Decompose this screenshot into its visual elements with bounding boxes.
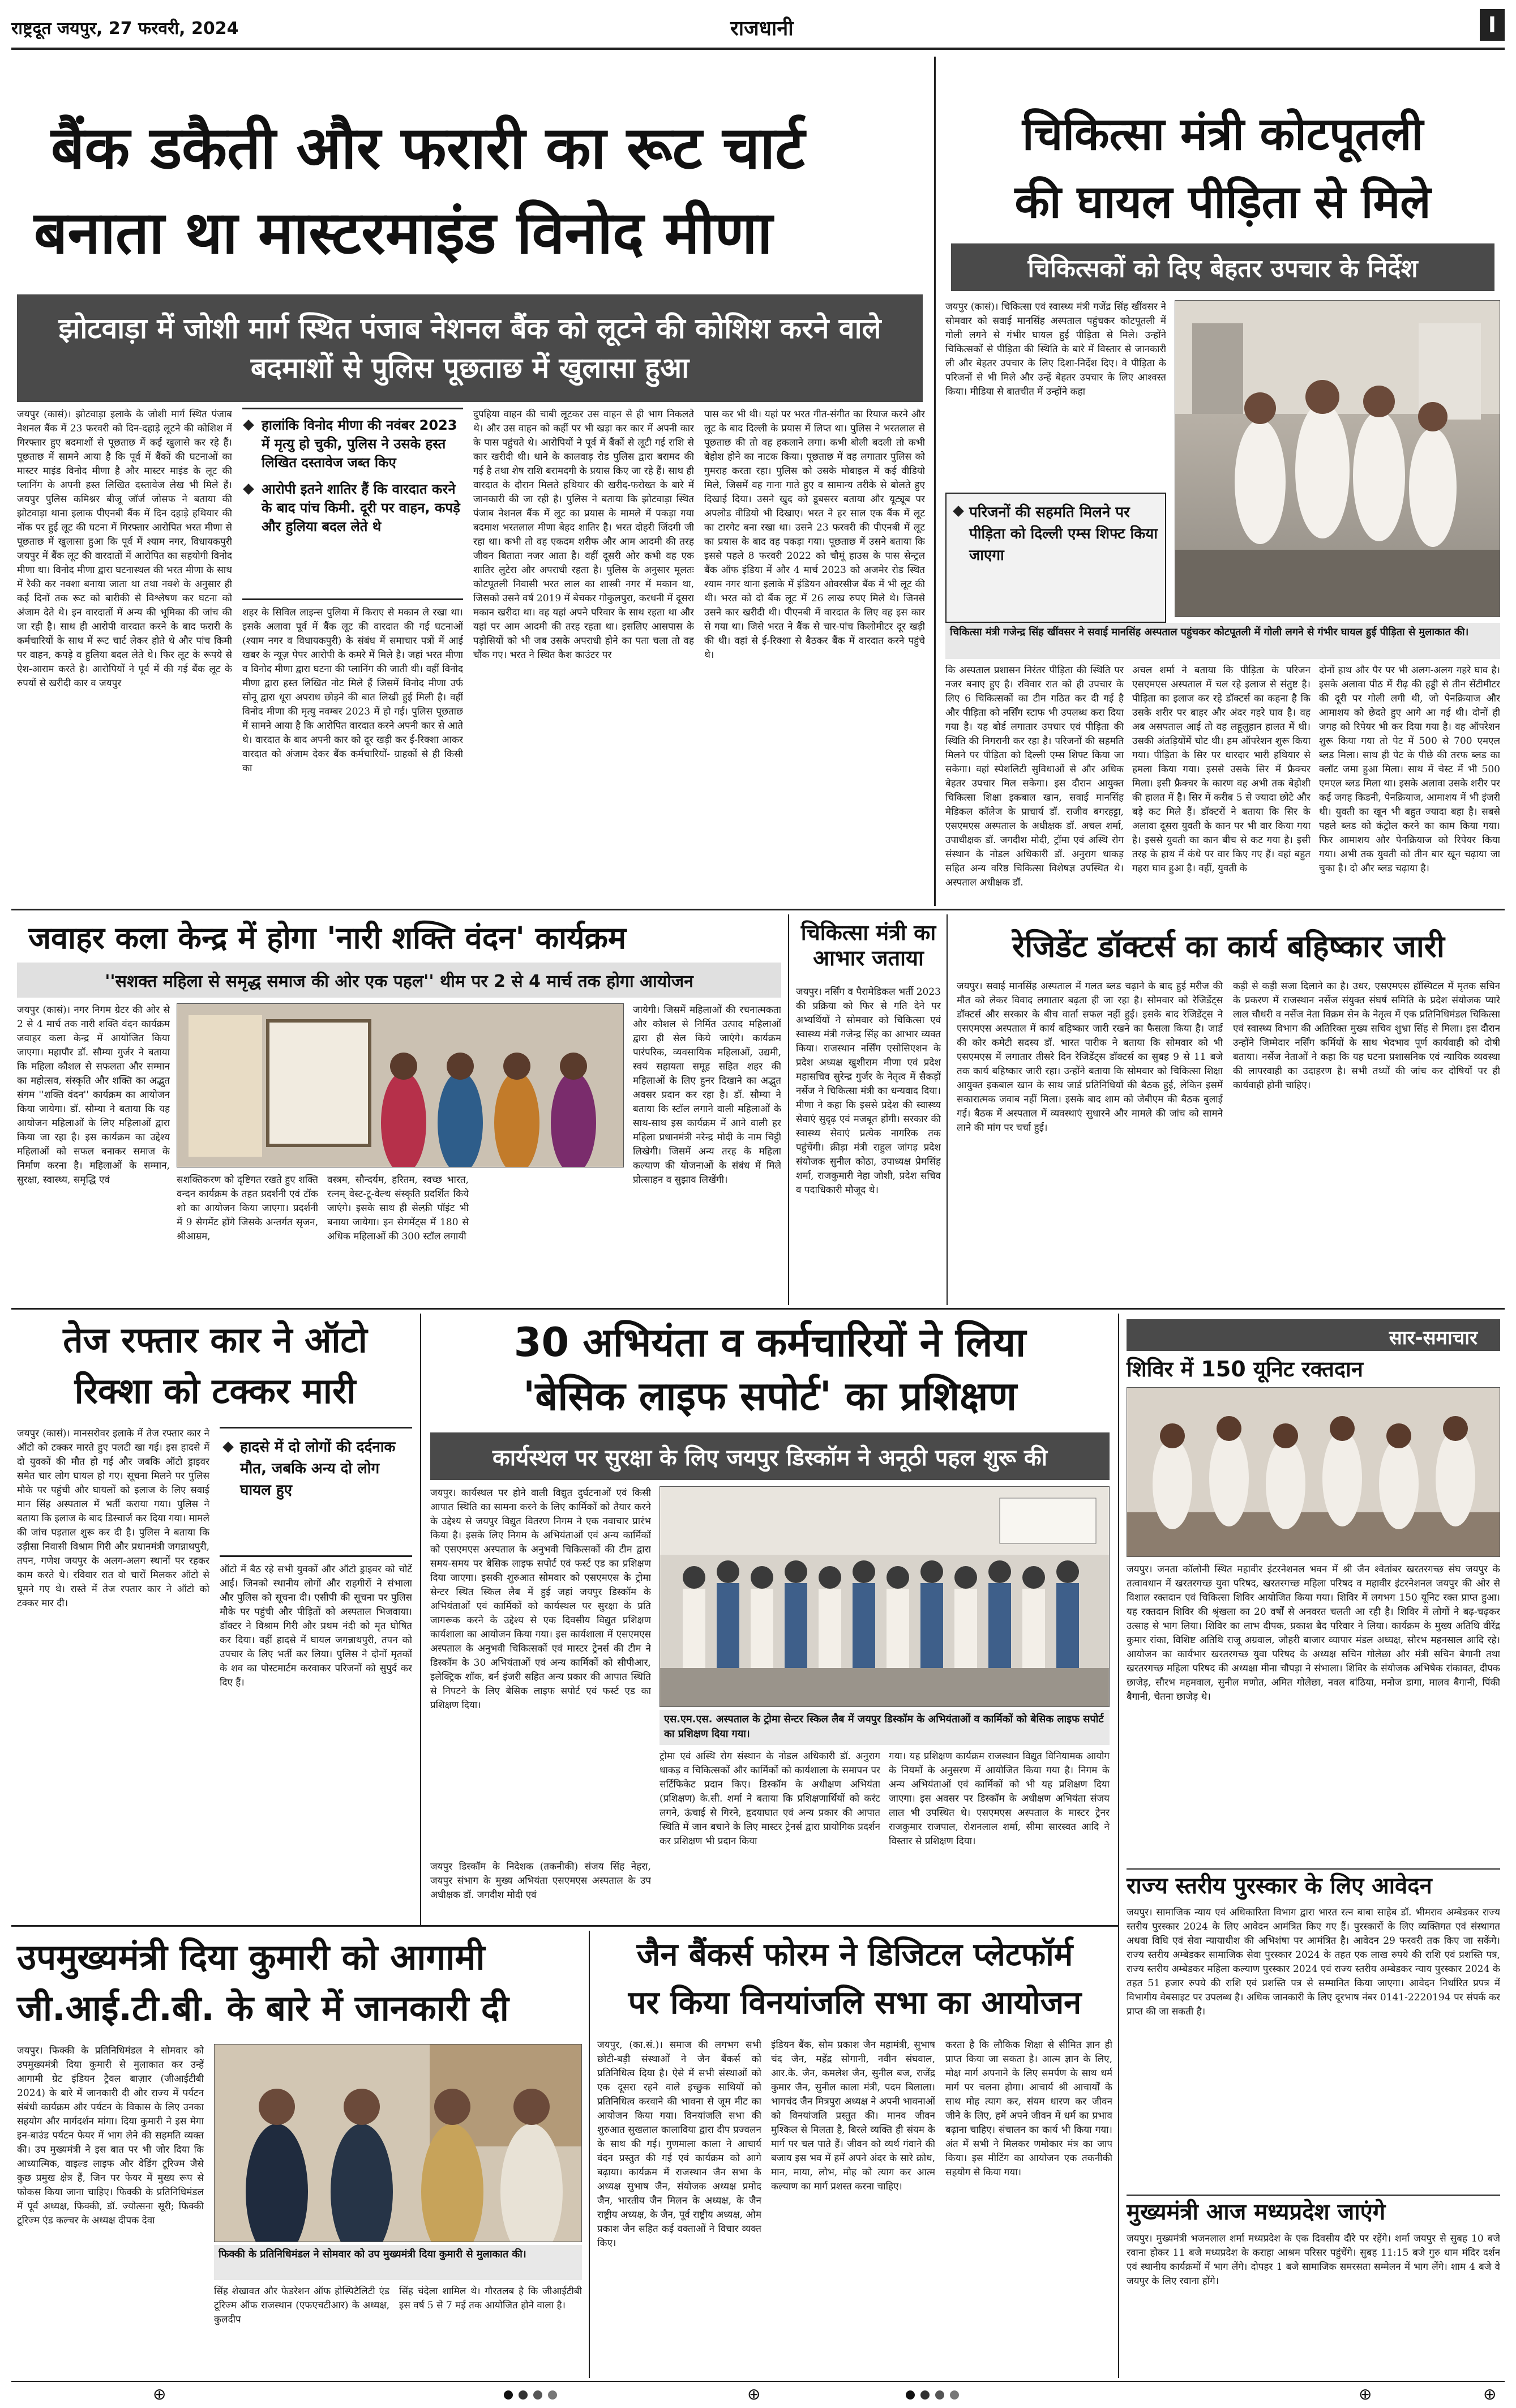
- page-header: [11, 6, 1505, 50]
- women-group-image: [177, 1004, 624, 1167]
- resident-headline: रेजिडेंट डॉक्टर्स का कार्य बहिष्कार जारी: [1012, 929, 1445, 964]
- lead-col-3: दुपहिया वाहन की चाबी लूटकर उस वाहन से ही भाग निकलते थे। और उस वाहन को कहीं पर भी खड़ा कर कार में अपनी कार के पास पहुंचते थे। आरोपियों ने पूर्व में बैंकों से लूटी गई राशि से कार खरीदी थी। थाने के कालवाड़ रोड पुलिस द्वारा बरामद की गई है तथा शेष राशि बरामदगी के प्रयास किए जा रहे हैं। साथ ही वारदात के दौरान मिलते हथियार की खरीद-फरोख्त के बारे में जानकारी की जा रही है। पुलिस ने बताया कि झोटवाड़ा स्थित पंजाब नेशनल बैंक में लूट का प्रयास के मामले में पकड़ा गया बदमाश भरतलाल मीणा बेहद शातिर है। भरत दोहरी जिंदगी जी रहा था। कभी तो वह एकदम शरीफ और आम आदमी की तरह जीवन बिताता नजर आता है। वहीं दूसरी ओर कभी वह एक शातिर लुटेरा और अपराधी रहता है। पुलिस के अनुसार मूलतः कोटपूतली निवासी भरत लाल का शास्त्री नगर में मकान था, जिसको उसने वर्ष 2019 में बेचकर गोकुलपुरा, करधनी में दूसरा मकान खरीदा था। वह यहां अपने परिवार के साथ रहता था और यहां पर आम आदमी की तरह रहता था। इसलिए आसपास के पड़ोसियों को भी जब उसके अपराधी होने का पता चला तो वह चौंक गए। भरत ने स्थित कैश काउंटर पर: [473, 409, 694, 661]
- jain-headline-2: पर किया विनयांजलि सभा का आयोजन: [628, 1984, 1082, 2021]
- discom-deck: कार्यस्थल पर सुरक्षा के लिए जयपुर डिस्कॉम ने अनूठी पहल शुरू की: [430, 1432, 1110, 1480]
- jkk-col-2: सशक्तिकरण को दृष्टिगत रखते हुए शक्ति वन्दन कार्यक्रम के तहत प्रदर्शनी एवं टॉक शो का आयोजन किया जाएगा। प्रदर्शनी में 9 सेगमेंट होंगे जिसके अन्तर्गत सृजन, श्रीआम्रम,: [177, 1174, 318, 1242]
- color-dots: [504, 2390, 557, 2400]
- lead-col-2: शहर के सिविल लाइन्स पुलिया में किराए से मकान ले रखा था। इसके अलावा पूर्व में बैंक लूट की वारदात की गई घटनाओं (श्याम नगर व विधायकपुरी) के संबंध में समाचार पत्रों में आई खबर के न्यूज़ पेपर आरोपी के कमरे में मिले है। जहां भरत मीणा व विनोद मीणा द्वारा घटना की प्लानिंग की जाती थी। वहीं विनोद मीणा द्वारा हस्त लिखित नोट मिले हैं जिसमें विनोद मीणा उर्फ सोनू द्वारा धूरा अपराध छोड़ने की बात लिखी हुई मिली है। वहीं विनोद मीणा की मृत्यु नवम्बर 2023 में हो गई। पुलिस पूछताछ में सामने आया है कि आरोपित वारदात करने अपनी कार से आते थे। वारदात के बाद अपनी कार को दूर खड़ी कर ई-रिक्शा आकर वारदात को अंजाम देकर बैंक कर्मचारियों- ग्राहकों से ही किसी का: [242, 607, 463, 774]
- jkk-col-4: जायेगी। जिसमें महिलाओं की रचनात्मकता और कौशल से निर्मित उत्पाद महिलाओं द्वारा ही सेल किये जाएंगे। कार्यक्रम पारंपरिक, व्यवसायिक महिलाओं, उद्यमी, स्वयं सहायता समूह सहित शहर की महिलाओं के लिए हुनर दिखाने का अद्भुत अवसर प्रदान कर रहा है। डॉ. सौम्या ने बताया कि स्टॉल लगाने वाली महिलाओं के साथ-साथ इस कार्यक्रम में आने वाली हर महिला प्रधानमंत्री नरेन्द्र मोदी के नाम चिट्ठी लिखेगी। जिसमें अन्य तरह के महिला कल्याण की योजनाओं के संबंध में मिले प्रोत्साहन व सुझाव लिखेंगी।: [633, 1004, 781, 1186]
- health-photo: [1175, 300, 1500, 617]
- bullet-icon: [243, 484, 254, 495]
- thanks-headline: चिकित्सा मंत्री का आभार जताया: [800, 920, 936, 970]
- discom-headline-1: 30 अभियंता व कर्मचारियों ने लिया: [513, 1319, 1026, 1366]
- health-box: [945, 493, 1166, 623]
- health-lead-text: जयपुर (कासं)। चिकित्सा एवं स्वास्थ्य मंत्री गजेंद्र सिंह खींवसर ने सोमवार को सवाई मानसिंह अस्पताल पहुंचकर कोटपूतली में गोली लगने से गंभीर घायल हुई पीड़िता से मिले। उन्होंने चिकित्सकों से पीड़िता की स्थिति के बारे में विस्तार से जानकारी ली और बेहतर उपचार के लिए दिशा-निर्देश दिए। वे पीड़िता के परिजनों से भी मिले और उन्हें बेहतर उपचार के लिए आश्वस्त किया। मीडिया से बातचीत में उन्होंने कहा: [945, 301, 1166, 397]
- award-headline: राज्य स्तरीय पुरस्कार के लिए आवेदन: [1127, 1873, 1432, 1899]
- jain-col-3: करता है कि लौकिक शिक्षा से सीमित ज्ञान ही प्राप्त किया जा सकता है। आत्म ज्ञान के लिए, मोक्ष मार्ग अपनाने के लिए समर्पण के साथ धर्म मार्ग पर चलना होगा। आचार्य श्री आचार्यों के साथ मोह त्याग कर, संयम धारण कर जीवन जीने के लिए, हमें अपने जीवन में धर्म का प्रभाव बढ़ाना चाहिए। संचालन का कार्य भी किया गया। अंत में सभी ने मिलकर णमोकार मंत्र का जाप किया। इस मीटिंग का आयोजन एक तकनीकी सहयोग से किया गया।: [945, 2039, 1112, 2178]
- jain-headline-1: जैन बैंकर्स फोरम ने डिजिटल प्लेटफॉर्म: [636, 1936, 1073, 1973]
- discom-col-1: जयपुर। कार्यस्थल पर होने वाली विद्युत दुर्घटनाओं एवं किसी आपात स्थिति का सामना करने के लिए कार्मिकों को तैयार करने के उद्देश्य से जयपुर विद्युत वितरण निगम ने एक नवाचार प्रारंभ किया है। इसके लिए निगम के अभियंताओं एवं अन्य कार्मिकों को एसएमएस अस्पताल के अनुभवी चिकित्सकों की टीम द्वारा समय-समय पर बेसिक लाइफ सपोर्ट एवं फर्स्ट एड का प्रशिक्षण दिया जाएगा। इसकी शुरुआत सोमवार को एसएमएस के ट्रोमा सेन्टर स्थित स्किल लैब में हुई जहां जयपुर डिस्कॉम के अभियंताओं एवं कार्मिकों को कार्यस्थल पर सुरक्षा के प्रति जागरूक करने के उद्देश्य से एक दिवसीय विद्युत प्रशिक्षण कार्यशाला का आयोजन किया गया। इस कार्यशाला में एसएमएस अस्पताल के अनुभवी चिकित्सकों एवं मास्टर ट्रेनर्स की टीम ने डिस्कॉम के 30 अभियंताओं एवं अन्य कार्मिकों को सीपीआर, इलेक्ट्रिक शॉक, बर्न इंजरी सहित अन्य प्रकार की आपात स्थिति से निपटने के लिए बेसिक लाइफ सपोर्ट एवं फर्स्ट एड का प्रशिक्षण दिया।: [430, 1487, 651, 1711]
- divider: [1118, 1314, 1119, 2378]
- blood-camp-image: [1127, 1388, 1500, 1557]
- divider: [420, 1314, 421, 1925]
- sar-label: सार-समाचार: [1127, 1319, 1500, 1351]
- diya-photo-caption: फिक्की के प्रतिनिधिमंडल ने सोमवार को उप मुख्यमंत्री दिया कुमारी से मुलाकात की।: [214, 2245, 582, 2280]
- color-dots: [906, 2390, 959, 2400]
- divider: [788, 914, 789, 1305]
- jkk-col-1: जयपुर (कासं)। नगर निगम ग्रेटर की ओर से 2 से 4 मार्च तक नारी शक्ति वंदन कार्यक्रम जवाहर कला केन्द्र में आयोजित किया जाएगा। महापौर डॉ. सौम्या गुर्जर ने बताया कि महिला कौशल से सफलता और सम्मान का महोत्सव, संस्कृति और शक्ति का अद्भुत संगम ''शक्ति वंदन'' कार्यक्रम का आयोजन किया जायेगा। डॉ. सौम्या ने बताया कि यह आयोजन महिलाओं के लिए महिलाओं द्वारा किया जा रहा है। इस कार्यक्रम का उद्देश्य महिलाओं को सफल बनाकर समाज के निर्माण करना है। महिलाओं के सम्मान, सुरक्षा, स्वास्थ्य, समृद्धि एवं: [17, 1004, 170, 1186]
- health-headline-1: चिकित्सा मंत्री कोटपूतली: [1022, 108, 1424, 160]
- page-footer: [11, 2385, 1505, 2405]
- jkk-deck: ''सशक्त महिला से समृद्ध समाज की ओर एक पहल'' थीम पर 2 से 4 मार्च तक होगा आयोजन: [17, 963, 781, 998]
- divider: [11, 1925, 1118, 1927]
- diya-col-3: सिंह चंदेला शामिल थे। गौरतलब है कि जीआईटीबी इस वर्ष 5 से 7 मई तक आयोजित होने वाला है।: [399, 2286, 582, 2311]
- divider: [1127, 2195, 1500, 2196]
- diya-col-2: सिंह शेखावत और फेडरेशन ऑफ होस्पिटैलिटी एंड टूरिज्म ऑफ राजस्थान (एफएचटीआर) के अध्यक्ष, कुलदीप: [214, 2286, 389, 2325]
- lead-deck: झोटवाड़ा में जोशी मार्ग स्थित पंजाब नेशनल बैंक को लूटने की कोशिश करने वाले बदमाशों से पुलिस पूछताछ में खुलासा हुआ: [17, 294, 923, 402]
- pull-item: हालांकि विनोद मीणा की नवंबर 2023 में मृत्यु हो चुकी, पुलिस ने उसके हस्त लिखित दस्तावेज जब्त किए: [245, 416, 461, 472]
- cm-headline: मुख्यमंत्री आज मध्यप्रदेश जाएंगे: [1127, 2199, 1386, 2225]
- jkk-col-3: वस्त्रम, सौन्दर्यम, हरितम, स्वच्छ भारत, रत्नम् वेस्ट-टू-वेल्थ संस्कृति प्रदर्शित किये जाएंगे। इसके साथ ही सेल्फ़ी पॉइंट भी बनाया जायेगा। इन सेगमेंट्स में 180 से अधिक महिलाओं की 300 स्टॉल लगायी: [327, 1174, 469, 1242]
- auto-headline-1: तेज रफ्तार कार ने ऑटो: [63, 1319, 367, 1361]
- resident-col-2: कड़ी से कड़ी सजा दिलाने का है। उधर, एसएमएस हॉस्पिटल में मृतक सचिन के प्रकरण में राजस्थान नर्सेज संयुक्त संघर्ष समिति के प्रदेश संयोजक प्यारे लाल चौधरी व नर्सेज नेता विक्रम सेन के नेतृत्व में एक प्रतिनिधिमंडल चिकित्सा एवं स्वास्थ्य विभाग की अतिरिक्त मुख्य सचिव शुभ्रा सिंह से मिला। इस दौरान उन्होंने जिम्मेदार नर्सिंग कर्मियों के साथ भेदभाव पूर्ण कार्यवाही को दोषी बताया। नर्सेज नेताओं ने कहा कि यह घटना प्रशासनिक एवं न्यायिक व्यवस्था की लापरवाही का उदाहरण है। सभी तथ्यों की जांच कर दोषियों पर ही कार्यवाही होनी चाहिए।: [1233, 981, 1500, 1091]
- auto-col-2: ऑटो में बैठ रहे सभी युवकों और ऑटो ड्राइवर को चोटें आई। जिनको स्थानीय लोगों और राहगीरों ने संभाला और पुलिस को सूचना दी। एसीपी की सूचना पर पुलिस मौके पर पहुंची और पीड़ितों को अस्पताल भिजवाया। डॉक्टर ने विश्राम गिरी और प्रथम नंदी को मृत घोषित कर दिया। वहीं हादसे में घायल जगन्नाथपुरी, तपन को उपचार के लिए भर्ती कर लिया। पुलिस ने दोनों मृतकों के शव का पोस्टमार्टम करवाकर परिजनों को सुपुर्द कर दिए हैं।: [220, 1564, 412, 1688]
- jain-col-2: इंडियन बैंक, सोम प्रकाश जैन महामंत्री, सुभाष चंद जैन, महेंद्र सोगानी, नवीन संघवाल, आर.के. जैन, कमलेश जैन, सुनील बज, राजेंद्र कुमार जैन, सुनील काला मंत्री, पदम बिलाला। भागचंद जैन मित्रपुरा अध्यक्ष ने अपनी भावनाओं को विनयांजलि प्रस्तुत की। मानव जीवन मुश्किल से मिलता है, बिरले व्यक्ति ही संयम के मार्ग पर चल पाते हैं। जीवन को व्यर्थ गंवाने की बजाय इस भव में हमें अपने अंदर के सारे क्रोध, मान, माया, लोभ, मोह को त्याग कर आत्म कल्याण का मार्ग प्रशस्त करना चाहिए।: [771, 2039, 935, 2192]
- bullet-icon: [243, 420, 254, 431]
- lead-col-4: पास कर भी थी। यहां पर भरत गीत-संगीत का रियाज करने और लूट के बाद दिल्ली के प्रयास में लिप्त था। पुलिस ने भरतलाल से पूछताछ की तो वह हकलाने लगा। कभी बोली बदली तो कभी बेहोश होने का नाटक किया। पूछताछ में वह लगातार पुलिस को गुमराह करता रहा। पुलिस को उसके मोबाइल में कई वीडियो मिले, जिसमें वह गाना गाते हुए व सामान्य तरीके से बोलते हुए दिखाई दिया। उसने खुद को डूबसरर बताया और यूट्यूब पर अपलोड वीडियो भी दिखाए। भरत ने हर साल एक बैंक में लूट का टारगेट बना रखा था। उसने 23 फरवरी की पीएनबी में लूट का प्रयास के बाद वह पकड़ा गया। पूछताछ में उसने बताया कि इससे पहले 8 फरवरी 2022 को चौमूं हाउस के पास सेन्ट्रल बैंक ऑफ इंडिया में और 4 मार्च 2023 को अजमेर रोड स्थित श्याम नगर थाना इलाके में इंडियन ओवरसीज बैंक में भी लूट की थी। भरत को दो बैंक लूट में 26 लाख रुपए मिले थे। जिनसे उसने कार खरीदी थी। पीएनबी में वारदात के लिए वह इस कार से गया था। जिसे भरत ने बैंक से चार-पांच किलोमीटर दूर खड़ी की थी। वहां से ई-रिक्शा से बैठकर बैंक में वारदात करने पहुंचे थे।: [704, 409, 925, 661]
- divider: [1127, 1868, 1500, 1870]
- diya-photo: [214, 2044, 582, 2242]
- blood-text: जयपुर। जनता कॉलोनी स्थित महावीर इंटरनेशनल भवन में श्री जैन श्वेतांबर खरतरगच्छ संघ जयपुर के तत्वावधान में खरतरगच्छ युवा परिषद, खरतरगच्छ महिला परिषद व महावीर इंटरनेशनल जयपुर की ओर से विशाल रक्तदान एवं चिकित्सा शिविर आयोजित किया गया। शिविर में लगभग 150 यूनिट रक्त प्राप्त हुआ। यह रक्तदान शिविर की श्रृंखला का 20 वर्षों से अनवरत चलती आ रही है। शिविर में लोगों ने बढ़-चढ़कर उत्साह से भाग लिया। शिविर का लाभ दीपक, प्रकाश बैद परिवार ने लिया। कार्यक्रम के मुख्य अतिथि वीरेंद्र कुमार रांका, विशिष्ट अतिथि राजू अग्रवाल, जौहरी बाजार व्यापार मंडल अध्यक्ष, सौरभ महनसाल आदि रहे। आयोजन का कार्यभार खरतरगच्छ युवा परिषद के अध्यक्ष सचिन गोलेछा और मंत्री सचिन बेगानी तथा खरतरगच्छ महिला परिषद की अध्यक्षा मीना चौपड़ा ने संभाला। शिविर के संयोजक अभिषेक रांकावत, दीपक छाजेड़, सौरभ महमवाल, सुनील मणोत, अमित गोलेछा, नवल बांठिया, मनोज डागा, मालव बैगानी, पिंकी बैगानी, चेतना छाजेड़ थे।: [1127, 1564, 1500, 1703]
- blood-photo: [1127, 1387, 1500, 1557]
- discom-headline-2: 'बेसिक लाइफ सपोर्ट' का प्रशिक्षण: [523, 1373, 1017, 1419]
- resident-col-1: जयपुर। सवाई मानसिंह अस्पताल में गलत ब्लड चढ़ाने के बाद हुई मरीज की मौत को लेकर विवाद लगातार बढ़ता ही जा रहा है। सोमवार को रेजिडेंट्स डॉक्टर्स और सरकार के बीच वार्ता सफल नहीं हुई। इसके बाद रेजिडेंट्स ने एसएमएस अस्पताल में कार्य बहिष्कार जारी रखने का फैसला किया है। जार्ड की कोर कमेटी सदस्य डॉ. भारत पारीक ने बताया कि सोमवार को भी एसएमएस में लगातार तीसरे दिन रेजिडेंट्स डॉक्टर्स का सुबह 9 से 11 बजे तक कार्य बहिष्कार जारी रहा। उन्होंने बताया कि सोमवार को चिकित्सा शिक्षा आयुक्त इकबाल खान के साथ जार्ड प्रतिनिधियों की बैठक हुई, लेकिन इसमें सकारात्मक जवाब नहीं मिला। इसके बाद शाम को जेबीएम की बैठक बुलाई गई। बैठक में अस्पताल में व्यवस्थाएं सुधारने और मामले की जांच को सामने लाने की मांग पर चर्चा हुई।: [957, 981, 1223, 1134]
- registration-mark-icon: ⊕: [153, 2385, 166, 2403]
- lead-pullbox: [242, 408, 463, 600]
- bullet-icon: [953, 506, 964, 517]
- registration-mark-icon: ⊕: [747, 2385, 761, 2403]
- discom-col-4: गया। यह प्रशिक्षण कार्यक्रम राजस्थान विद्युत विनियामक आयोग के नियमों के अनुसरण में आयोजित किया गया है। निगम के अन्य अभियंताओं एवं कार्मिकों को भी यह प्रशिक्षण दिया जाएगा। इस अवसर पर डिस्कॉम के अधीक्षण अभियंता संजय लाल भी उपस्थित थे। एसएमएस अस्पताल के मास्टर ट्रेनर राजकुमार राजपाल, रोशनलाल शर्मा, सीमा सारस्वत आदि ने विस्तार से प्रशिक्षण दिया।: [889, 1751, 1110, 1847]
- jkk-photo: [177, 1003, 624, 1167]
- header-section: राजधानी: [730, 17, 794, 40]
- health-photo-caption: चिकित्सा मंत्री गजेन्द्र सिंह खींवसर ने सवाई मानसिंह अस्पताल पहुंचकर कोटपूतली में गोली लगने से गंभीर घायल हुई पीड़िता से मुलाकात की।: [945, 623, 1500, 659]
- hospital-scene-image: [1175, 301, 1500, 617]
- cm-text: जयपुर। मुख्यमंत्री भजनलाल शर्मा मध्यप्रदेश के एक दिवसीय दौरे पर रहेंगे। शर्मा जयपुर से सुबह 10 बजे रवाना होकर 11 बजे मध्यप्रदेश के कराहा आश्रम परिसर पहुंचेंगे। सुबह 11:15 बजे गुरु धाम मंदिर दर्शन एवं स्थानीय कार्यक्रमों में भाग लेंगे। दोपहर 1 बजे सामाजिक समरसता सम्मेलन में भाग लेंगे। शाम 4 बजे वे जयपुर के लिए रवाना होंगे।: [1127, 2233, 1500, 2287]
- diya-headline-1: उपमुख्यमंत्री दिया कुमारी को आगामी: [17, 1936, 485, 1978]
- discom-photo: [659, 1486, 1110, 1707]
- divider: [947, 914, 948, 1305]
- divider: [934, 57, 936, 906]
- auto-box-text: हादसे में दो लोगों की दर्दनाक मौत, जबकि अन्य दो लोग घायल हुए: [240, 1439, 396, 1499]
- pull-item: आरोपी इतने शातिर हैं कि वारदात करने के बाद पांच किमी. दूरी पर वाहन, कपड़े और हुलिया बदल लेते थे: [245, 480, 461, 536]
- bullet-icon: [222, 1442, 234, 1453]
- header-dateline: राष्ट्रदूत जयपुर, 27 फरवरी, 2024: [11, 19, 239, 39]
- lead-col-1: जयपुर (कासं)। झोटवाड़ा इलाके के जोशी मार्ग स्थित पंजाब नेशनल बैंक में 23 फरवरी को दिन-दहाड़े लूटने की कोशिश में गिरफ्तार हुए बदमाशों से पूछताछ में कई खुलासे कर रहे हैं। पूछताछ में सामने आया है कि पूर्व में बैंकों की घटनाओं का मास्टर माइंड विनोद मीणा है और मास्टर माइंड के लूट की प्लानिंग के अपनी हस्त लिखित दस्तावेज लेख भी मिले हैं। जयपुर पुलिस कमिश्नर बीजू जॉर्ज जोसफ ने बताया की झोटवाड़ा थाना इलाक पीएनबी बैंक में दिन दहाड़े हथियार की नोंक पर हुई लूट की घटना में गिरफ्तार आरोपित भरत मीणा से पूछताछ में खुलासा हुआ कि पूर्व में श्याम नगर, विधायकपुरी जयपुर में बैंक लूट की वारदातों में आरोपित का सहयोगी विनोद मीणा था। विनोद मीणा द्वारा घटनास्थल की भरत मीणा के साथ में रैकी कर नक्शा बनाया जाता था तथा नक्शे के अनुसार ही कई दिनों तक रूट को बारीकी से विश्लेषण कर घटना को अंजाम देते थे। इन वारदातों में अन्य की भूमिका की जांच की जा रही है। साथ ही आरोपी वारदात करने के बाद फरारी के कर्मचारियों के साथ में रूट चार्ट लेकर होते थे और पांच किमी पर वाहन, कपड़े व हुलिया बदल लेते थे। फिर लूट के रूपये से ऐश-आराम करते है। आरोपियों ने पूर्व में की गई बैंक लूट के रुपयों से खरीदी कार व जयपुर: [17, 409, 232, 689]
- diya-headline-2: जी.आई.टी.बी. के बारे में जानकारी दी: [17, 1987, 509, 2029]
- jain-col-1: जयपुर, (का.सं.)। समाज की लगभग सभी छोटी-बड़ी संस्थाओं ने जैन बैंकर्स को प्रतिनिधित्व दिया है। ऐसे में सभी संस्थाओं को एक दूसरा रहने वाले इच्छुक साथियों को प्रतिनिधित्व करवाने की भावना से जूम मीट का आयोजन किया गया। विनयांजलि सभा की शुरुआत सुखलाल कालाविया द्वारा दीप प्रज्वलन के साथ की गई। गुणमाला काला ने आचार्य वंदन प्रस्तुत की गई एवं कार्यक्रम को आगे बढ़ाया। कार्यक्रम में राजस्थान जैन सभा के अध्यक्ष सुभाष जैन, संयोजक अध्यक्ष प्रमोद जैन, भारतीय जैन मिलन के अध्यक्ष, के जैन राष्ट्रीय अध्यक्ष, के जैन, पूर्व राष्ट्रीय अध्यक्ष, ओम प्रकाश जैन सहित कई वक्ताओं ने विचार व्यक्त किए।: [597, 2039, 761, 2249]
- discom-col-2: जयपुर डिस्कॉम के निदेशक (तकनीकी) संजय सिंह नेहरा, जयपुर संभाग के मुख्य अभियंता एसएमएस अस्पताल के उप अधीक्षक डॉ. जगदीश मोदी एवं: [430, 1861, 651, 1901]
- diya-col-1: जयपुर। फिक्की के प्रतिनिधिमंडल ने सोमवार को उपमुख्यमंत्री दिया कुमारी से मुलाकात कर उन्हें आगामी ग्रेट इंडियन ट्रैवल बाज़ार (जीआईटीबी 2024) के बारे में जानकारी दी और राज्य में पर्यटन संबंधी कार्यक्रम और पर्यटन के विकास के लिए उनका सहयोग और मार्गदर्शन मांगा। दिया कुमारी ने इस मेगा इन-बाउंड पर्यटन फेयर में भाग लेने की सहमति व्यक्त की। उप मुख्यमंत्री ने इस बात पर भी जोर दिया कि आध्यात्मिक, वाइल्ड लाइफ और वेडिंग टूरिज्म जैसे कुछ प्रमुख क्षेत्र हैं, जिन पर फेयर में मुख्य रूप से फोकस किया जाना चाहिए। फिक्की के प्रतिनिधिमंडल में पूर्व अध्यक्ष, फिक्की, डॉ. ज्योत्सना सूरी; फिक्की टूरिज्म एंड कल्चर के अध्यक्ष दीपक देवा: [17, 2045, 204, 2226]
- divider: [11, 1308, 1505, 1310]
- discom-col-3: ट्रोमा एवं अस्थि रोग संस्थान के नोडल अधिकारी डॉ. अनुराग धाकड़ व चिकित्सकों और कार्मिकों को कार्यशाला के समापन पर सर्टिफिकेट प्रदान किए। डिस्कॉम के अधीक्षण अभियंता (प्रशिक्षण) के.सी. शर्मा ने बताया कि प्रशिक्षणार्थियों को करंट लगने, ऊंचाई से गिरने, हृदयाघात एवं अन्य प्रकार की आपात स्थिति में जान बचाने के लिए मास्टर ट्रेनर्स द्वारा प्रायोगिक प्रदर्शन कर प्रशिक्षण भी प्रदान किया: [659, 1751, 880, 1847]
- registration-mark-icon: ⊕: [1483, 2385, 1497, 2403]
- thanks-text: जयपुर। नर्सिंग व पैरामेडिकल भर्ती 2023 की प्रक्रिया को फिर से गति देने पर अभ्यर्थियों ने सोमवार को चिकित्सा एवं स्वास्थ्य मंत्री गजेन्द्र सिंह का आभार व्यक्त किया। राजस्थान नर्सिंग एसोसिएशन के प्रदेश अध्यक्ष खुशीराम मीणा एवं प्रदेश महासचिव सुरेन्द्र गुर्जर के नेतृत्व में सैकड़ों नर्सेज ने चिकित्सा मंत्री का धन्यवाद दिया। मीणा ने कहा कि इससे प्रदेश की स्वास्थ्य सेवाएं सुदृढ़ एवं मजबूत होंगी। सरकार की स्वास्थ्य सेवाएं प्रत्येक नागरिक तक पहुंचेंगी। क्रीड़ा मंत्री राहुल जांगड़ प्रदेश संयोजक सुनील कोठा, उपाध्यक्ष प्रेमसिंह शर्मा, राजकुमारी नेहा जोशी, प्रदेश सचिव व पदाधिकारी मौजूद थे।: [796, 986, 941, 1196]
- delegation-meeting-image: [215, 2045, 582, 2242]
- blood-headline: शिविर में 150 यूनिट रक्तदान: [1127, 1357, 1363, 1382]
- health-col-3: दोनों हाथ और पैर पर भी अलग-अलग गहरे घाव है। इसके अलावा पीठ में रीढ़ की हड्डी से तीन सेंटीमीटर की दूरी पर गोली लगी थी, जो पेनक्रियाज और आमाशय को छेदते हुए आगे आ गई थी। दोनों ही जगह को रिपेयर भी कर दिया गया है। वह ऑपरेशन शुरू किया गया तो पेट में 500 से 700 एमएल ब्लड मिला। साथ ही पेट के पीछे की तरफ ब्लड का क्लॉट जमा हुआ मिला। साथ में चेस्ट में भी 500 एमएल ब्लड मिला था। इसके अलावा उसके शरीर पर कई जगह किडनी, पेनक्रियाज, आमाशय में भी इंजरी थी। युवती का खून भी बहुत ज्यादा बहा है। सबसे पहले ब्लड को कंट्रोल करने का काम किया गया। फिर आमाशय और पेनक्रियाज को रिपेयर किया गया। अभी तक युवती को तीन बार खून चढ़ाया जा चुका है। दो और ब्लड चढ़ाया है।: [1319, 665, 1500, 874]
- jkk-headline: जवाहर कला केन्द्र में होगा 'नारी शक्ति वंदन' कार्यक्रम: [28, 920, 627, 956]
- lead-headline-1: बैंक डकैती और फरारी का रूट चार्ट: [51, 113, 805, 182]
- health-box-text: परिजनों की सहमति मिलने पर पीड़िता को दिल्ली एम्स शिफ्ट किया जाएगा: [969, 504, 1158, 564]
- discom-photo-caption: एस.एम.एस. अस्पताल के ट्रोमा सेन्टर स्किल लैब में जयपुर डिस्कॉम के अभियंताओं व कार्मिकों को बेसिक लाइफ सपोर्ट का प्रशिक्षण दिया गया।: [659, 1710, 1110, 1745]
- divider: [11, 909, 1505, 910]
- health-headline-2: की घायल पीड़िता से मिले: [1014, 176, 1431, 228]
- divider: [11, 2381, 1505, 2382]
- header-page-number: I: [1480, 9, 1505, 41]
- lead-headline-2: बनाता था मास्टरमाइंड विनोद मीणा: [34, 198, 773, 267]
- auto-headline-2: रिक्शा को टक्कर मारी: [74, 1370, 356, 1412]
- auto-col-1: जयपुर (कासं)। मानसरोवर इलाके में तेज रफ्तार कार ने ऑटो को टक्कर मारते हुए पलटी खा गई। इस हादसे में दो युवकों की मौत हो गई और जबकि ऑटो ड्राइवर समेत चार लोग घायल हो गए। सूचना मिलने पर पुलिस मौके पर पहुंची और घायलों को इलाज के लिए सवाई मान सिंह अस्पताल में भर्ती कराया गया। पुलिस ने बताया कि इलाज के बाद डिस्चार्ज कर दिया गया। मामले की जांच पड़ताल शुरू कर दी है। पुलिस ने बताया कि उड़ीसा निवासी विश्राम गिरी और प्रधानमंत्री जगन्नाथपुरी, तपन, गणेश जयपुर के अलग-अलग स्थानों पर रहकर काम करते थे। रविवार रात वो चारों मिलकर ऑटो से घूमने गए थे। रास्ते में तेज रफ्तार कार ने ऑटो को टक्कर मार दी।: [17, 1428, 209, 1609]
- health-col-2: अचल शर्मा ने बताया कि पीड़िता के परिजन एसएमएस अस्पताल में चल रहे इलाज से संतुष्ट है। पीड़िता का इलाज कर रहे डॉक्टर्स का कहना है कि उसके शरीर पर बाहर और अंदर गहरे घाव है। वह अब असपताल आई तो वह लहूलुहान हालत में थी। उसकी अंतड़ियोंमें चोट थी। हम ऑपरेशन शुरू किया गया। पीड़िता के सिर पर धारदार भारी हथियार से हमला किया गया। इससे उसके सिर में फ्रैक्चर मिला। इसी फ्रैक्चर के कारण वह अभी तक बेहोशी की हालत में है। सिर में करीब 5 से ज्यादा छोटे और बड़े कट मिले हैं। डॉक्टरों ने बताया कि सिर के अलावा दूसरा युवती के कान पर भी वार किया गया है। इससे युवती का कान बीच से कट गया है। इसी तरह के हाथ में कंधे पर वार किए गए हैं। वहां बहुत गहरा घाव हुआ है। वहीं, युवती के: [1132, 665, 1311, 874]
- health-deck: चिकित्सकों को दिए बेहतर उपचार के निर्देश: [951, 243, 1494, 291]
- award-text: जयपुर। सामाजिक न्याय एवं अधिकारिता विभाग द्वारा भारत रत्न बाबा साहेब डॉ. भीमराव अम्बेडकर राज्य स्तरीय पुरस्कार 2024 के लिए आवेदन आमंत्रित किए गए हैं। पुरस्कारों के लिए व्यक्तिगत एवं संस्थागत अथवा विधि एवं सेवा न्यायाधीश की अभिशंषा पर आमंत्रित है। आवेदन 29 फरवरी तक किए जा सकेंगे। राज्य स्तरीय अम्बेडकर सामाजिक सेवा पुरस्कार 2024 के तहत एक लाख रुपये की राशि एवं प्रशस्ति पत्र, राज्य स्तरीय अम्बेडकर महिला कल्याण पुरस्कार 2024 एवं राज्य स्तरीय अम्बेडकर न्याय पुरस्कार 2024 के तहत 51 हजार रुपये की राशि एवं प्रशस्ति पत्र से सम्मानित किया जाएगा। आवेदन निर्धारित प्रपत्र में विभागीय वेबसाइट पर उपलब्ध है। अधिक जानकारी के लिए दूरभाष नंबर 0141-2220194 पर संपर्क कर प्राप्त की जा सकती है।: [1127, 1907, 1500, 2017]
- auto-box: [220, 1427, 412, 1557]
- registration-mark-icon: ⊕: [1359, 2385, 1372, 2403]
- health-col-1: कि अस्पताल प्रशासन निरंतर पीड़िता की स्थिति पर नजर बनाए हुए है। रविवार रात को ही उपचार के लिए 6 चिकित्सकों का टीम गठित कर दी गई है और पीड़िता को नर्सिंग स्टाफ भी उपलब्ध करा दिया गया है। यह बोर्ड लगातार उपचार एवं पीड़िता की स्थिति की निगरानी कर रहा है। परिजनों की सहमति मिलने पर पीड़िता को दिल्ली एम्स शिफ्ट किया जा सकेगा। वहां स्पेशलिटी सुविधाओं से और अधिक बेहतर उपचार मिल सकेगा। इस दौरान आयुक्त चिकित्सा शिक्षा इकबाल खान, सवाई मानसिंह मेडिकल कॉलेज के प्राचार्य डॉ. राजीव बगरहट्टा, एसएमएस अस्पताल के अधीक्षक डॉ. अचल शर्मा, उपाधीक्षक डॉ. जगदीश मोदी, ट्रॉमा एवं अस्थि रोग संस्थान के नोडल अधिकारी डॉ. अनुराग धाकड़ सहित अन्य वरिष्ठ चिकित्सा विशेषज्ञ उपस्थित थे। अस्पताल अधीक्षक डॉ.: [945, 665, 1124, 888]
- training-group-image: [660, 1487, 1110, 1707]
- divider: [589, 1931, 590, 2378]
